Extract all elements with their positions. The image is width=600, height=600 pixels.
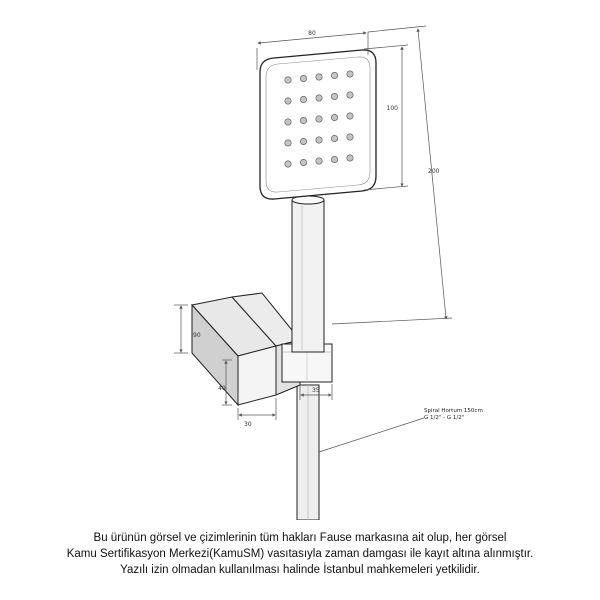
nozzle — [316, 95, 322, 101]
copyright-notice — [0, 530, 600, 578]
hose-label-line1: Spiral Hortum 150cm — [424, 408, 483, 414]
pipe-offset-label: 35 — [312, 387, 320, 394]
nozzle — [331, 114, 337, 120]
nozzle — [285, 98, 291, 104]
nozzle — [285, 77, 291, 83]
hose-callout — [319, 408, 483, 452]
bracket-width-label: 30 — [244, 421, 252, 428]
hose-label-line2: G 1/2" - G 1/2" — [424, 415, 465, 421]
nozzle — [316, 116, 322, 122]
head-width-label: 80 — [308, 30, 316, 37]
shower-handle — [292, 196, 324, 352]
nozzle — [331, 72, 337, 78]
bracket-depth-label: 90 — [193, 332, 201, 339]
nozzle — [347, 71, 353, 77]
bracket-height-label: 40 — [218, 385, 226, 392]
caption-line-3: Yazılı izin olmadan kullanılması halinde İstanbul mahkemeleri yetkilidir. — [120, 564, 480, 576]
nozzle — [331, 156, 337, 162]
nozzle — [285, 119, 291, 125]
nozzle — [300, 117, 306, 123]
total-height-label: 200 — [428, 168, 440, 175]
spiral-hose — [297, 385, 319, 520]
nozzle — [331, 135, 337, 141]
nozzle — [331, 93, 337, 99]
nozzle — [316, 74, 322, 80]
nozzle — [300, 159, 306, 165]
nozzle — [316, 137, 322, 143]
head-height-label: 100 — [386, 105, 398, 112]
nozzle — [347, 92, 353, 98]
shower-head — [260, 50, 376, 199]
caption-line-1: Bu ürünün görsel ve çizimlerinin tüm hakları Fause markasına ait olup, her görsel — [93, 532, 507, 544]
dimension-bracket-depth — [174, 305, 188, 353]
nozzle — [300, 96, 306, 102]
nozzle — [316, 158, 322, 164]
nozzle — [285, 161, 291, 167]
nozzle — [300, 75, 306, 81]
nozzle — [300, 138, 306, 144]
nozzle — [347, 155, 353, 161]
nozzle — [347, 113, 353, 119]
nozzle — [285, 140, 291, 146]
nozzle — [347, 134, 353, 140]
caption-line-2: Kamu Sertifikasyon Merkezi(KamuSM) vasıtasıyla zaman damgası ile kayıt altına alınmıştır. — [66, 548, 534, 560]
